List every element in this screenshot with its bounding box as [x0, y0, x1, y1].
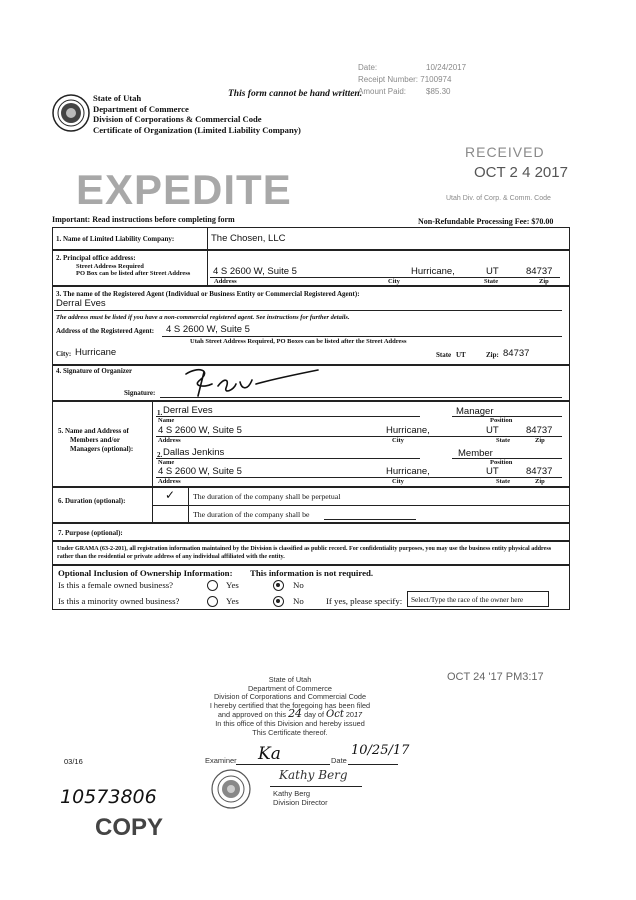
- ownership-title: Optional Inclusion of Ownership Information:: [58, 568, 233, 578]
- cert-day: 24: [288, 707, 303, 721]
- agent-city-field[interactable]: Hurricane: [75, 347, 117, 358]
- purpose-label: 7. Purpose (optional):: [58, 529, 123, 537]
- company-name-label: 1. Name of Limited Liability Company:: [56, 235, 175, 243]
- agent-state-field[interactable]: UT: [456, 351, 466, 359]
- member-2-zip-field[interactable]: 84737: [526, 466, 553, 477]
- receipt-date-label: Date:: [358, 63, 378, 72]
- form-revision-code: 03/16: [64, 757, 83, 766]
- filed-time-stamp: OCT 24 '17 PM3:17: [447, 671, 544, 683]
- member-2-city-field[interactable]: Hurricane,: [386, 466, 430, 477]
- principal-state-field[interactable]: UT: [486, 266, 499, 277]
- principal-office-label: 2. Principal office address:: [56, 254, 136, 262]
- cert-year: 17: [354, 710, 363, 720]
- principal-zip-field[interactable]: 84737: [526, 266, 553, 277]
- minority-owned-question: Is this a minority owned business?: [58, 596, 180, 606]
- received-stamp-label: RECEIVED: [465, 144, 545, 160]
- race-specify-label: If yes, please specify:: [326, 596, 403, 606]
- receipt-amount-label: Amount Paid:: [358, 87, 407, 96]
- received-stamp-date: OCT 2 4 2017: [474, 164, 568, 181]
- member-1-state-field[interactable]: UT: [486, 425, 499, 436]
- female-owned-yes-radio[interactable]: [207, 580, 218, 591]
- principal-street-field[interactable]: 4 S 2600 W, Suite 5: [213, 266, 297, 277]
- minority-owned-yes-radio[interactable]: [207, 596, 218, 607]
- copy-stamp: COPY: [95, 814, 164, 841]
- examiner-date: 10/25/17: [351, 743, 410, 758]
- member-1-position-field[interactable]: Manager: [456, 406, 494, 417]
- examiner-initials: Ka: [258, 744, 281, 764]
- female-owned-question: Is this a female owned business?: [58, 580, 174, 590]
- member-2-position-field[interactable]: Member: [458, 448, 493, 459]
- duration-term-checkbox[interactable]: [154, 506, 187, 522]
- important-note: Important: Read instructions before completing form: [52, 215, 235, 224]
- member-1-city-field[interactable]: Hurricane,: [386, 425, 430, 436]
- receipt-number: 7100974: [420, 75, 452, 84]
- expedite-stamp: EXPEDITE: [76, 166, 292, 213]
- director-name: Kathy Berg: [273, 789, 311, 798]
- member-2-state-field[interactable]: UT: [486, 466, 499, 477]
- duration-term-field[interactable]: [324, 519, 416, 520]
- member-2-name-field[interactable]: Dallas Jenkins: [163, 447, 225, 458]
- principal-office-sub2: PO Box can be listed after Street Address: [76, 270, 191, 277]
- utah-state-seal-icon: [52, 94, 90, 132]
- members-label: 5. Name and Address of Members and/or Managers (optional):: [58, 427, 134, 453]
- received-stamp-org: Utah Div. of Corp. & Comm. Code: [446, 195, 551, 202]
- member-1-zip-field[interactable]: 84737: [526, 425, 553, 436]
- ownership-note: This information is not required.: [250, 568, 374, 578]
- division-seal-icon: [211, 769, 251, 809]
- director-title: Division Director: [273, 798, 328, 807]
- agent-zip-field[interactable]: 84737: [503, 348, 530, 359]
- organizer-signature-label: 4. Signature of Organizer: [56, 367, 133, 375]
- principal-city-field[interactable]: Hurricane,: [411, 266, 455, 277]
- duration-perpetual-text: The duration of the company shall be perpetual: [193, 492, 341, 501]
- member-2-street-field[interactable]: 4 S 2600 W, Suite 5: [158, 466, 242, 477]
- principal-office-sub1: Street Address Required: [76, 263, 144, 270]
- perpetual-checkbox[interactable]: ✓: [165, 488, 176, 502]
- registered-agent-label: 3. The name of the Registered Agent (Individual or Business Entity or Commercial Registered Agent):: [56, 290, 360, 298]
- agent-address-note: Utah Street Address Required, PO Boxes can be listed after the Street Address: [190, 338, 407, 345]
- race-specify-field[interactable]: Select/Type the race of the owner here: [407, 591, 549, 607]
- handwritten-file-number: 10573806: [60, 786, 157, 808]
- agent-address-label: Address of the Registered Agent:: [56, 327, 155, 335]
- duration-label: 6. Duration (optional):: [58, 497, 126, 505]
- header-department: Department of Commerce: [93, 103, 189, 114]
- director-signature: Kathy Berg: [279, 768, 348, 782]
- registered-agent-name-field[interactable]: Derral Eves: [56, 298, 106, 309]
- member-1-street-field[interactable]: 4 S 2600 W, Suite 5: [158, 425, 242, 436]
- header-state: State of Utah: [93, 93, 142, 103]
- registered-agent-note: The address must be listed if you have a non-commercial registered agent. See instructions for further details.: [56, 314, 350, 321]
- minority-owned-no-radio[interactable]: [273, 596, 284, 607]
- form-header: [93, 93, 301, 135]
- grama-notice: Under GRAMA (63-2-201), all registration information maintained by the Division is classified as public record. For confidentiality purposes, you may use the business entity physical address rather than the residential or private address of any individual affiliated with the entity.: [57, 546, 552, 560]
- hand-written-notice: This form cannot be hand written.: [228, 89, 363, 99]
- company-name-field[interactable]: The Chosen, LLC: [211, 233, 286, 244]
- cert-month: Oct: [326, 709, 344, 721]
- header-certificate-title: Certificate of Organization (Limited Liability Company): [93, 124, 301, 135]
- member-1-name-field[interactable]: Derral Eves: [163, 405, 213, 416]
- processing-fee: Non-Refundable Processing Fee: $70.00: [418, 217, 554, 226]
- receipt-date: 10/24/2017: [426, 63, 467, 72]
- receipt-block: [358, 62, 467, 98]
- agent-address-field[interactable]: 4 S 2600 W, Suite 5: [166, 324, 250, 335]
- director-block: [273, 789, 328, 807]
- duration-term-text: The duration of the company shall be: [193, 510, 310, 519]
- receipt-number-label: Receipt Number:: [358, 75, 419, 84]
- certification-text: State of Utah Department of Commerce Division of Corporations and Commercial Code I hereby certified that the foregoing has been filed and approved on this 24 day of Oct 2017 In this office of this Division and hereby issued This Certificate thereof.: [209, 675, 371, 737]
- section-7-row: [52, 523, 570, 541]
- female-owned-no-radio[interactable]: [273, 580, 284, 591]
- header-division: Division of Corporations & Commercial Code: [93, 114, 262, 125]
- organizer-signature-icon: [178, 364, 338, 400]
- receipt-amount: $85.30: [426, 87, 451, 96]
